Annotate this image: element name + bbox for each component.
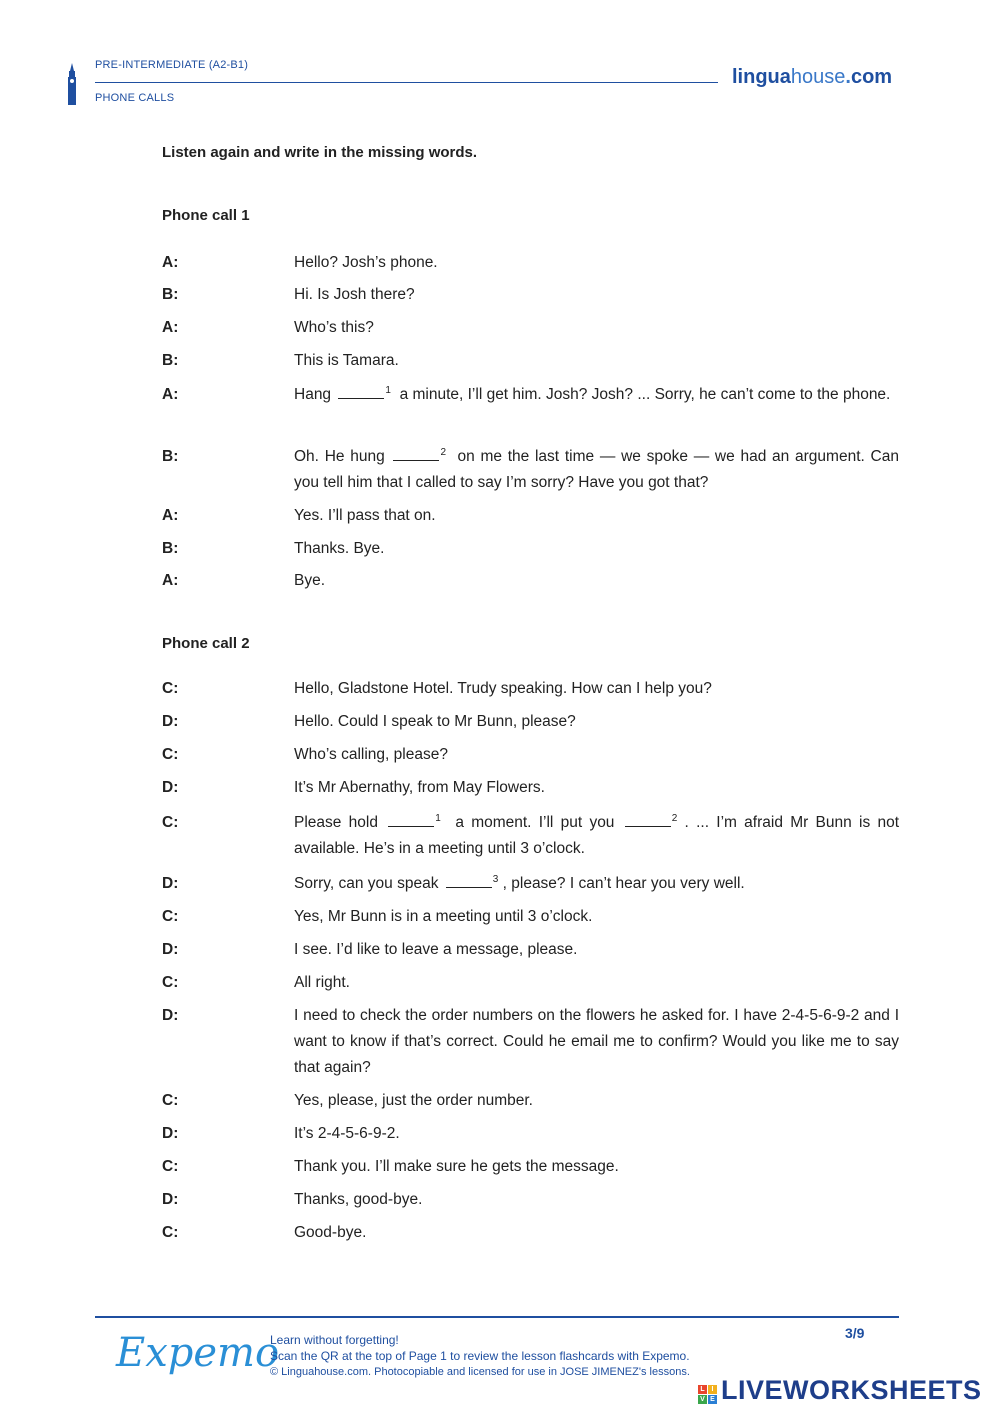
footer-divider: [95, 1316, 899, 1318]
answer-blank-4[interactable]: [625, 812, 671, 827]
level-label: PRE-INTERMEDIATE (A2-B1): [95, 59, 249, 71]
answer-blank-2[interactable]: [393, 446, 439, 461]
page-number: 3/9: [845, 1325, 865, 1341]
call1-title: Phone call 1: [162, 207, 250, 224]
liveworksheets-icon: L I V E: [698, 1385, 717, 1404]
expemo-logo[interactable]: Expemo: [116, 1330, 280, 1376]
liveworksheets-logo[interactable]: L I V E LIVEWORKSHEETS: [698, 1375, 982, 1406]
call2-title: Phone call 2: [162, 635, 250, 652]
topic-label: PHONE CALLS: [95, 92, 175, 104]
linguahouse-logo[interactable]: linguahouse.com: [732, 66, 893, 88]
header-divider: [95, 82, 718, 83]
instruction: Listen again and write in the missing words.: [162, 144, 478, 161]
footer-text: Learn without forgetting! Scan the QR at the top of Page 1 to review the lesson flashcards with Expemo. © Linguahouse.com. Photocopiable and licensed for use in JOSE JIMENEZ's lessons.: [270, 1333, 690, 1378]
big-ben-icon: [66, 63, 78, 105]
answer-blank-1[interactable]: [338, 384, 384, 399]
answer-blank-5[interactable]: [446, 873, 492, 888]
answer-blank-3[interactable]: [388, 812, 434, 827]
